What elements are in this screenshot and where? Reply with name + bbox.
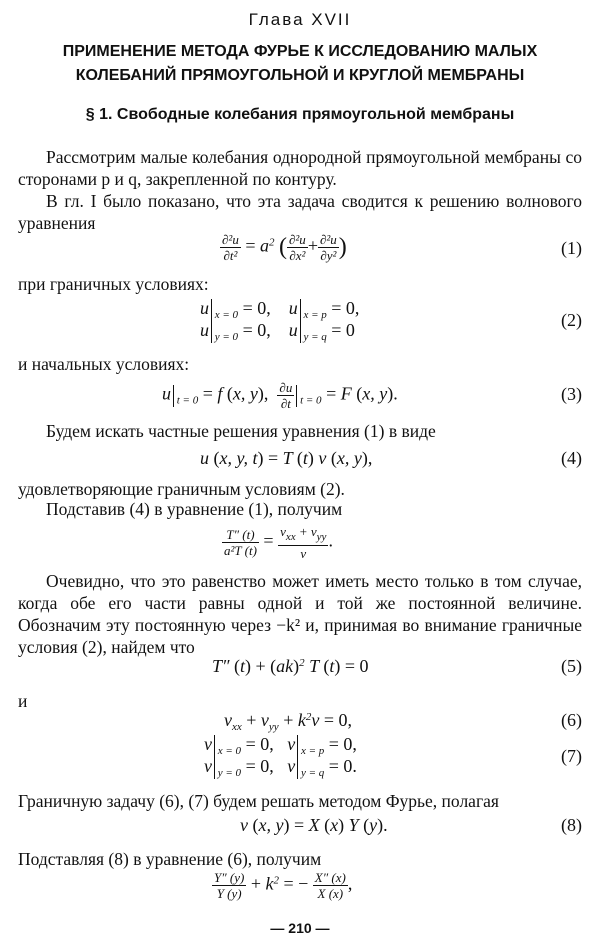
paragraph-10: Граничную задачу (6), (7) будем решать методом Фурье, полагая [18,791,499,811]
paragraph-8: Очевидно, что это равенство может иметь место только в том случае, когда обе его части равны одной и той же постоянной величине. Обозначим эту постоянную через −k² и, принимая во внимание граничные условия (2), найдем что [18,571,582,657]
helmholtz-equation: $v_{xx} + v_{yy} + k^2v = 0$, [224,710,352,733]
equation-1 [0,230,600,270]
product-ansatz: v (x, y) = X (x) Y (y). [240,815,388,835]
equation-3 [0,378,600,414]
equation-7 [0,734,600,780]
paragraph-9: и [18,691,28,711]
v-boundary-y: v $_{y = 0}$ = 0, v $_{y = q}$ = 0. [204,756,357,779]
initial-conditions: u $_{t = 0}$ = f (x, y), $\frac{\partial u}{\partial t}$ $_{t = 0}$ = F (x, y). [162,380,398,411]
section-heading: § 1. Свободные колебания прямоугольной мембраны [85,106,515,123]
chapter-title-line-1: ПРИМЕНЕНИЕ МЕТОДА ФУРЬЕ К ИССЛЕДОВАНИЮ МАЛЫХ [62,43,538,60]
separated-xy-equation: $\frac{Y'' (y)}{Y (y)}$ + $k^2$ = − $\frac{X'' (x)}{X (x)}$ , [214,870,353,901]
paragraph-4: и начальных условиях: [18,354,190,374]
paragraph-5: Будем искать частные решения уравнения (1) в виде [46,421,436,441]
equation-2 [0,298,600,344]
equation-number-7: (7) [561,746,582,766]
equation-number-8: (8) [561,815,582,835]
equation-number-6: (6) [561,710,582,730]
equation-8 [0,815,600,845]
time-equation: T″ (t) + (ak)$^2$ T (t) = 0 [212,656,369,676]
separation-ansatz: u (x, y, t) = T (t) v (x, y), [200,448,373,468]
paragraph-11: Подставляя (8) в уравнение (6), получим [18,849,322,869]
equation-number-4: (4) [561,448,582,468]
chapter-title [0,40,600,88]
equation-number-5: (5) [561,656,582,676]
equation-number-2: (2) [561,310,582,330]
v-boundary-x: v $_{x = 0}$ = 0, v $_{x = p}$ = 0, [204,734,357,757]
paragraph-6: удовлетворяющие граничным условиям (2). [18,479,345,499]
boundary-conditions-y: u $_{y = 0}$ = 0, u $_{y = q}$ = 0 [200,320,355,343]
paragraph-3: при граничных условиях: [18,274,209,294]
paragraph-2: В гл. I было показано, что эта задача сводится к решению волнового уравнения [18,191,582,233]
equation-5 [0,656,600,686]
paragraph-7: Подставив (4) в уравнение (1), получим [46,499,343,519]
equation-number-1: (1) [561,238,582,258]
separated-equation: $\frac{T'' (t)}{\text{a²T (t)}}$ = $\frac{v_{xx} + v_{yy}}{v}$ . [224,524,333,561]
equation-4 [0,448,600,478]
equation-final [0,870,600,910]
boundary-conditions-x: u $_{x = 0}$ = 0, u $_{x = p}$ = 0, [200,298,360,321]
page-number: — 210 — [270,920,330,936]
wave-equation: $\frac{\text{∂²u}}{\text{∂t²}}$ = $a^2$ ( $\frac{\text{∂²u}}{\text{∂x²}}$ + $\frac{\text{∂²u}}{\text{∂y²}}$ ) [222,232,347,263]
paragraph-1: Рассмотрим малые колебания однородной прямоугольной мембраны со сторонами p и q, закрепленной по контуру. [18,147,582,189]
equation-number-3: (3) [561,384,582,404]
chapter-heading: Глава XVII [248,10,352,29]
equation-separated [0,524,600,564]
chapter-title-line-2: КОЛЕБАНИЙ ПРЯМОУГОЛЬНОЙ И КРУГЛОЙ МЕМБРАНЫ [75,67,525,84]
